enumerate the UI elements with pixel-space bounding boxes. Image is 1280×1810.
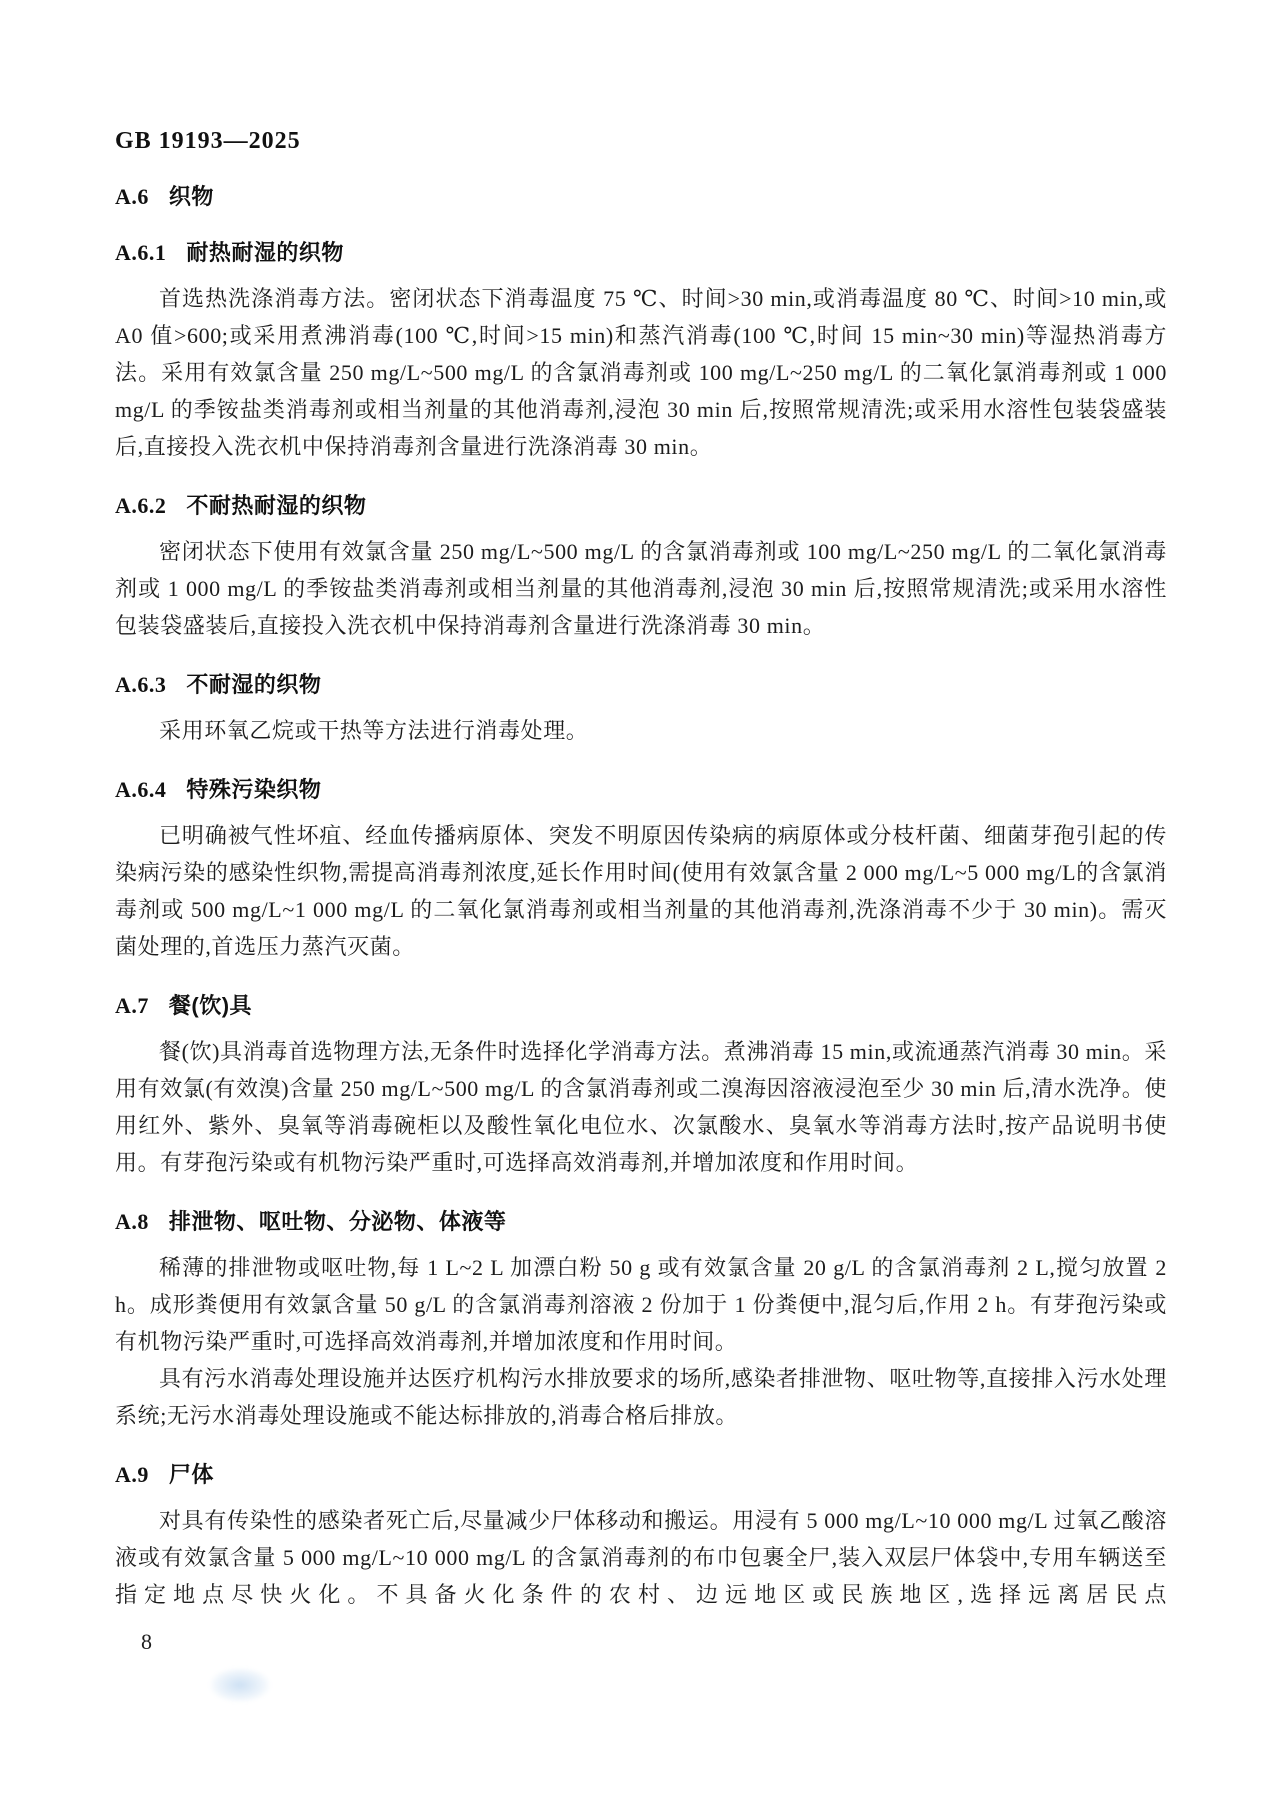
section-title: 排泄物、呕吐物、分泌物、体液等 [168,1209,507,1234]
section-number: A.6 [115,184,149,209]
paragraph-a7: 餐(饮)具消毒首选物理方法,无条件时选择化学消毒方法。煮沸消毒 15 min,或流通蒸汽消毒 30 min。采用有效氯(有效溴)含量 250 mg/L~500 mg/L 的含氯消毒剂或二溴海因溶液浸泡至少 30 min 后,清水洗净。使用红外、紫外、臭氧等消毒碗柜以及酸性氧化电位水、次氯酸水、臭氧水等消毒方法时,按产品说明书使用。有芽孢污染或有机物污染严重时,可选择高效消毒剂,并增加浓度和作用时间。 [115,1039,1167,1175]
section-number: A.6.2 [115,493,167,518]
section-number: A.6.4 [115,777,167,802]
section-title: 不耐湿的织物 [186,672,322,697]
paragraph-a6-2: 密闭状态下使用有效氯含量 250 mg/L~500 mg/L 的含氯消毒剂或 100 mg/L~250 mg/L 的二氧化氯消毒剂或 1 000 mg/L 的季铵盐类消毒剂或相当剂量的其他消毒剂,浸泡 30 min 后,按照常规清洗;或采用水溶性包装袋盛装后,直接投入洗衣机中保持消毒剂含量进行洗涤消毒 30 min。 [115,539,1167,638]
section-heading-a6-1 [115,238,1167,268]
page-number: 8 [141,1629,152,1654]
paragraph-a8-2: 具有污水消毒处理设施并达医疗机构污水排放要求的场所,感染者排泄物、呕吐物等,直接排入污水处理系统;无污水消毒处理设施或不能达标排放的,消毒合格后排放。 [115,1366,1167,1428]
section-heading-a6 [115,182,1167,212]
paragraph-a8-1: 稀薄的排泄物或呕吐物,每 1 L~2 L 加漂白粉 50 g 或有效氯含量 20 g/L 的含氯消毒剂 2 L,搅匀放置 2 h。成形粪便用有效氯含量 50 g/L 的含氯消毒剂溶液 2 份加于 1 份粪便中,混匀后,作用 2 h。有芽孢污染或有机物污染严重时,可选择高效消毒剂,并增加浓度和作用时间。 [115,1255,1167,1354]
paragraph-a6-1: 首选热洗涤消毒方法。密闭状态下消毒温度 75 ℃、时间>30 min,或消毒温度 80 ℃、时间>10 min,或 A0 值>600;或采用煮沸消毒(100 ℃,时间>15 min)和蒸汽消毒(100 ℃,时间 15 min~30 min)等湿热消毒方法。采用有效氯含量 250 mg/L~500 mg/L 的含氯消毒剂或 100 mg/L~250 mg/L 的二氧化氯消毒剂或 1 000 mg/L 的季铵盐类消毒剂或相当剂量的其他消毒剂,浸泡 30 min 后,按照常规清洗;或采用水溶性包装袋盛装后,直接投入洗衣机中保持消毒剂含量进行洗涤消毒 30 min。 [115,286,1167,459]
section-title: 耐热耐湿的织物 [186,240,344,265]
section-heading-a7 [115,991,1167,1021]
section-number: A.7 [115,993,149,1018]
section-number: A.6.3 [115,672,167,697]
section-title: 不耐热耐湿的织物 [186,493,367,518]
section-number: A.8 [115,1209,149,1234]
section-title: 织物 [168,184,214,209]
section-heading-a6-4 [115,775,1167,805]
watermark [210,1668,270,1702]
section-number: A.9 [115,1462,149,1487]
section-title: 尸体 [168,1462,214,1487]
paragraph-a6-3: 采用环氧乙烷或干热等方法进行消毒处理。 [159,718,589,743]
paragraph-a6-4: 已明确被气性坏疽、经血传播病原体、突发不明原因传染病的病原体或分枝杆菌、细菌芽孢引起的传染病污染的感染性织物,需提高消毒剂浓度,延长作用时间(使用有效氯含量 2 000 mg/L~5 000 mg/L的含氯消毒剂或 500 mg/L~1 000 mg/L 的二氧化氯消毒剂或相当剂量的其他消毒剂,洗涤消毒不少于 30 min)。需灭菌处理的,首选压力蒸汽灭菌。 [115,823,1167,959]
paragraph-a9: 对具有传染性的感染者死亡后,尽量减少尸体移动和搬运。用浸有 5 000 mg/L~10 000 mg/L 过氧乙酸溶液或有效氯含量 5 000 mg/L~10 000 mg/L 的含氯消毒剂的布巾包裹全尸,装入双层尸体袋中,专用车辆送至指定地点尽快火化。不具备火化条件的农村、边远地区或民族地区,选择远离居民点 [115,1508,1167,1607]
section-heading-a6-3 [115,670,1167,700]
section-number: A.6.1 [115,240,167,265]
section-heading-a8 [115,1207,1167,1237]
section-title: 特殊污染织物 [186,777,322,802]
standard-number: GB 19193—2025 [115,128,301,154]
section-heading-a6-2 [115,491,1167,521]
section-title: 餐(饮)具 [168,993,253,1018]
section-heading-a9 [115,1460,1167,1490]
